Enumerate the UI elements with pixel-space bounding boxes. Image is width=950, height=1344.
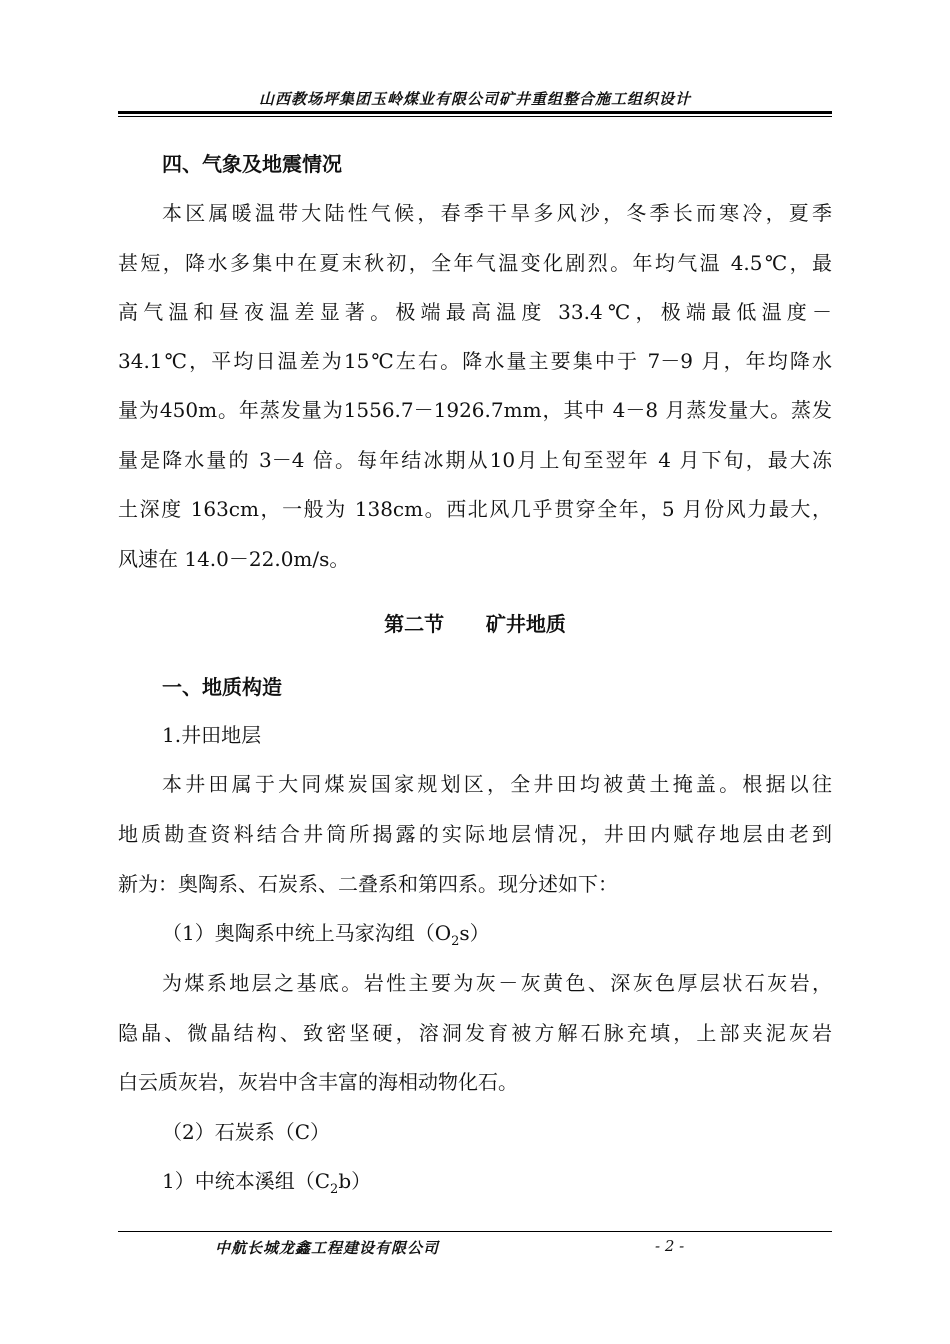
footer-company: 中航长城龙鑫工程建设有限公司 — [215, 1239, 440, 1257]
benxi-heading-tail: b） — [338, 1169, 372, 1193]
ordovician-line-3: 白云质灰岩，灰岩中含丰富的海相动物化石。 — [118, 1070, 518, 1094]
climate-line-4: 34.1℃，平均日温差为15℃左右。降水量主要集中于 7－9 月，年均降水 — [118, 349, 832, 373]
climate-line-3: 高气温和昼夜温差显著。极端最高温度 33.4℃，极端最低温度－ — [118, 300, 832, 324]
carboniferous-heading: （2）石炭系（C） — [162, 1120, 331, 1144]
benxi-subscript: 2 — [330, 1182, 339, 1197]
page-number: - 2 - — [655, 1237, 685, 1255]
climate-line-5: 量为450m。年蒸发量为1556.7－1926.7mm，其中 4－8 月蒸发量大。蒸发 — [118, 398, 832, 422]
strata-line-2: 地质勘查资料结合井筒所揭露的实际地层情况，井田内赋存地层由老到 — [118, 822, 832, 846]
strata-heading: 1.井田地层 — [162, 723, 262, 747]
climate-heading: 四、气象及地震情况 — [162, 152, 342, 176]
climate-line-1: 本区属暖温带大陆性气候，春季干旱多风沙，冬季长而寒冷，夏季 — [162, 201, 832, 225]
section-title: 第二节 矿井地质 — [384, 612, 566, 636]
ordovician-heading-text: （1）奥陶系中统上马家沟组（O — [162, 921, 452, 945]
ordovician-subscript: 2 — [451, 934, 460, 949]
ordovician-line-2: 隐晶、微晶结构、致密坚硬，溶洞发育被方解石脉充填，上部夹泥灰岩 — [118, 1021, 832, 1045]
climate-line-8: 风速在 14.0－22.0m/s。 — [118, 547, 350, 571]
header-rule-thin — [118, 116, 832, 117]
ordovician-heading-tail: s） — [459, 921, 490, 945]
benxi-heading-text: 1）中统本溪组（C — [162, 1169, 331, 1193]
page-header-title: 山西教场坪集团玉岭煤业有限公司矿井重组整合施工组织设计 — [258, 90, 691, 108]
strata-line-1: 本井田属于大同煤炭国家规划区，全井田均被黄土掩盖。根据以往 — [162, 772, 832, 796]
benxi-heading — [162, 1169, 832, 1202]
geology-heading: 一、地质构造 — [162, 675, 282, 699]
header-rule — [118, 111, 832, 114]
strata-line-3: 新为：奥陶系、石炭系、二叠系和第四系。现分述如下： — [118, 872, 618, 896]
climate-line-2: 甚短，降水多集中在夏末秋初，全年气温变化剧烈。年均气温 4.5℃，最 — [118, 251, 832, 275]
ordovician-heading — [162, 921, 832, 954]
footer-rule — [118, 1231, 832, 1232]
climate-line-6: 量是降水量的 3－4 倍。每年结冰期从10月上旬至翌年 4 月下旬，最大冻 — [118, 448, 832, 472]
climate-line-7: 土深度 163cm，一般为 138cm。西北风几乎贯穿全年，5 月份风力最大， — [118, 497, 832, 521]
ordovician-line-1: 为煤系地层之基底。岩性主要为灰－灰黄色、深灰色厚层状石灰岩， — [162, 971, 832, 995]
